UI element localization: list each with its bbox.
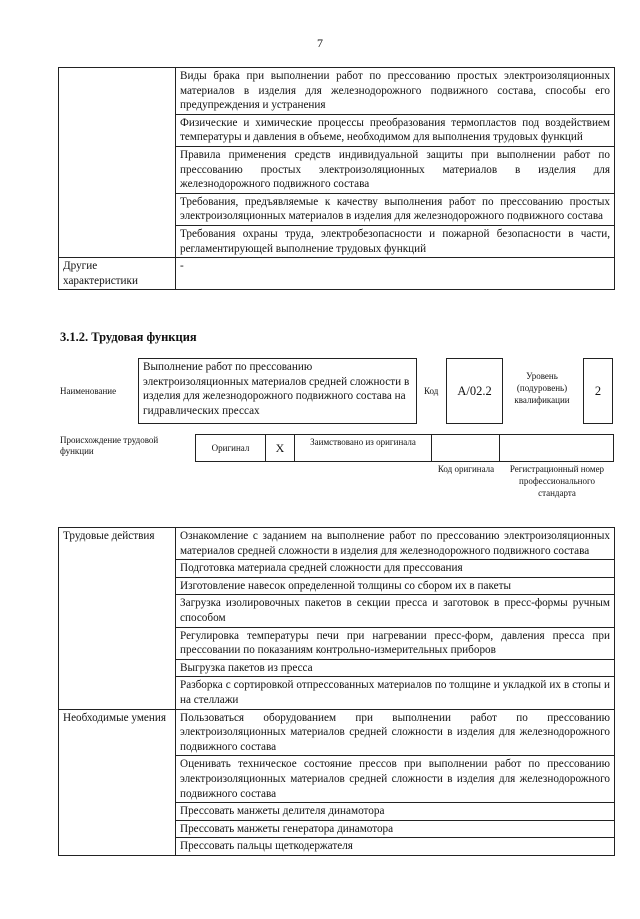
action-item: Изготовление навесок определенной толщины со сбором их в пакеты [176,577,615,595]
original-text: Оригинал [211,443,250,453]
borrowed-cell: Заимствовано из оригинала [294,434,432,462]
skill-item: Прессовать манжеты делителя динамотора [176,803,615,821]
origin-label: Происхождение трудовой функции [60,435,159,456]
skill-item: Прессовать пальцы щеткодержателя [176,838,615,856]
action-item: Ознакомление с заданием на выполнение работ по прессованию электроизоляционных материалов средней сложности в изделия для железнодорожного подвижного состава [176,528,615,560]
action-item: Разборка с сортировкой отпрессованных материалов по толщине и укладкой их в стопы и на стеллажи [176,677,615,709]
knowledge-item: Виды брака при выполнении работ по прессованию простых электроизоляционных материалов в изделия для железнодорожного подвижного состава, способы его предупреждения и устранения [176,68,615,115]
skill-item: Оценивать техническое состояние прессов при выполнении работ по прессованию электроизоляционных материалов средней сложности в изделия для железнодорожного подвижного состава [176,756,615,803]
original-code-cell [431,434,500,462]
code-label: Код [424,386,439,396]
section-title: 3.1.2. Трудовая функция [60,330,197,344]
action-item: Подготовка материала средней сложности для прессования [176,560,615,578]
knowledge-item: Требования, предъявляемые к качеству выполнения работ по прессованию простых электроизоляционных материалов в изделия для железнодорожного подвижного состава [176,193,615,225]
original-cell [195,434,266,462]
reg-number-cell [499,434,614,462]
action-item: Загрузка изолировочных пакетов в секции пресса и заготовок в пресс-формы ручным способом [176,595,615,627]
page-number: 7 [317,36,323,50]
level-label: Уровень (подуровень) квалификации [514,371,570,405]
knowledge-table [58,67,615,290]
empty-label-cell [59,68,176,258]
other-characteristics-label: Другие характеристики [59,258,176,290]
function-code: А/02.2 [446,358,503,424]
knowledge-item: Правила применения средств индивидуальной защиты при выполнении работ по прессованию простых электроизоляционных материалов в изделия для железнодорожного подвижного состава [176,146,615,193]
function-name: Выполнение работ по прессованию электроизоляционных материалов средней сложности в изделия для железнодорожного подвижного состава на гидравлических прессах [138,358,417,424]
action-item: Выгрузка пакетов из пресса [176,659,615,677]
action-item: Регулировка температуры печи при нагревании пресс-форм, давления пресса при прессовании по показаниям контрольно-измерительных приборов [176,627,615,659]
knowledge-item: Физические и химические процессы преобразования термопластов под воздействием температуры и давления в объеме, необходимом для выполнения трудовых функций [176,114,615,146]
skills-label: Необходимые умения [59,709,176,855]
name-label: Наименование [60,386,117,396]
knowledge-item: Требования охраны труда, электробезопасности и пожарной безопасности в части, регламентирующей выполнение трудовых функций [176,225,615,257]
original-mark: X [265,434,295,462]
skill-item: Пользоваться оборудованием при выполнении работ по прессованию электроизоляционных материалов средней сложности в изделия для железнодорожного подвижного состава [176,709,615,756]
other-characteristics-value: - [176,258,615,290]
reg-caption: Регистрационный номер профессионального стандарта [509,464,605,498]
code-caption: Код оригинала [437,464,495,474]
actions-skills-table [58,527,615,856]
skill-item: Прессовать манжеты генератора динамотора [176,820,615,838]
actions-label: Трудовые действия [59,528,176,710]
qualification-level: 2 [583,358,613,424]
